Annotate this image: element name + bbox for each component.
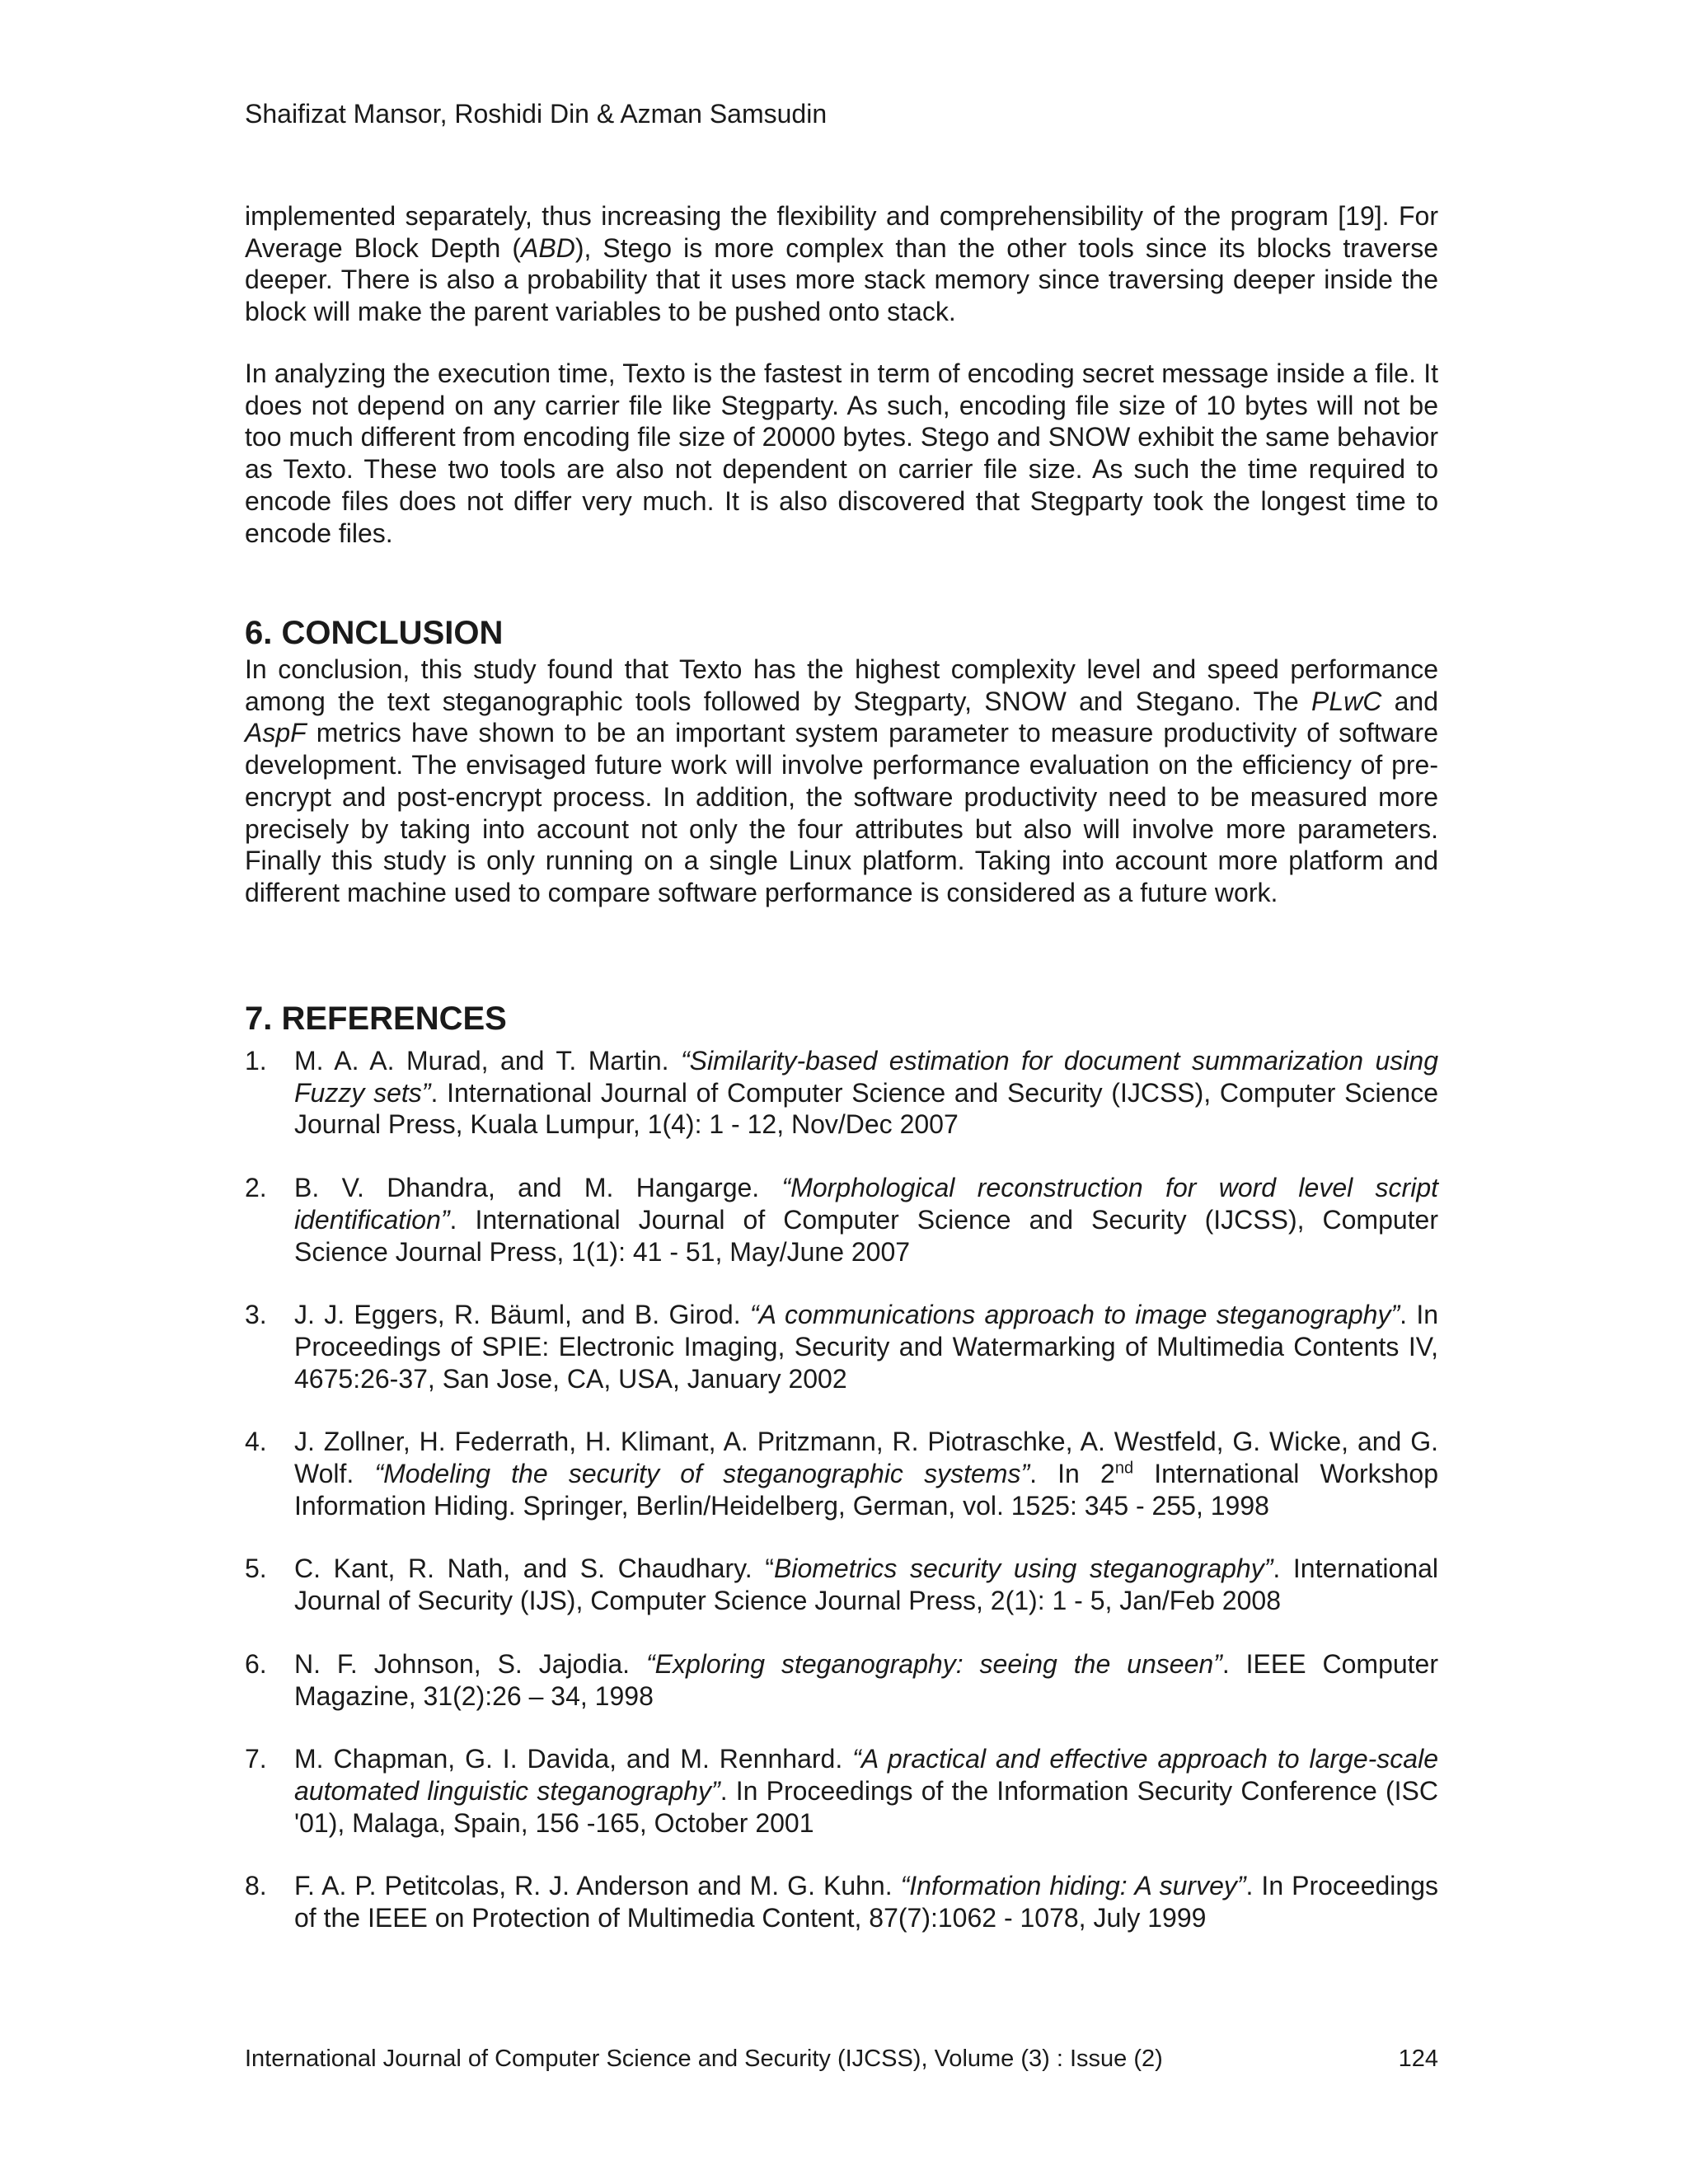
reference-authors: J. Zollner, H. Federrath, H. Klimant, A. Pritzmann, R. Piotraschke, A. Westfeld, G. Wicke, and G. Wolf. <box>294 1427 1438 1489</box>
reference-authors: M. A. A. Murad, and T. Martin. <box>294 1046 681 1076</box>
reference-list <box>245 1045 1438 1966</box>
section-heading-references: 7. REFERENCES <box>245 1001 507 1037</box>
reference-source: . In Proceedings of the Information Security Conference (ISC '01), Malaga, Spain, 156 -165, October 2001 <box>294 1775 1439 1838</box>
running-header-authors: Shaifizat Mansor, Roshidi Din & Azman Samsudin <box>245 99 828 129</box>
reference-number: 8. <box>245 1871 267 1901</box>
reference-source: . International Journal of Computer Science and Security (IJCSS), Computer Science Journal Press, Kuala Lumpur, 1(4): 1 - 12, Nov/Dec 2007 <box>294 1077 1439 1140</box>
conclusion-text-c: metrics have shown to be an important system parameter to measure productivity of software development. The envisaged future work will involve performance evaluation on the efficiency of pre-encrypt and post-encrypt process. In addition, the software productivity need to be measured more precisely by taking into account not only the four attributes but also will involve more parameters. Finally this study is only running on a single Linux platform. Taking into account more platform and different machine used to compare software performance is considered as a future work. <box>245 718 1438 907</box>
reference-source: . International Journal of Security (IJS), Computer Science Journal Press, 2(1): 1 - 5, Jan/Feb 2008 <box>294 1554 1439 1616</box>
reference-title: “Morphological reconstruction for word level script identification” <box>294 1173 1439 1235</box>
reference-item <box>245 1426 1438 1521</box>
plwc-term: PLwC <box>1311 686 1382 716</box>
aspf-term: AspF <box>245 718 307 748</box>
reference-item <box>245 1553 1438 1616</box>
reference-source: . In Proceedings of the IEEE on Protection of Multimedia Content, 87(7):1062 - 1078, July 1999 <box>294 1871 1439 1933</box>
reference-item <box>245 1870 1438 1933</box>
reference-source-continued: International Workshop Information Hiding. Springer, Berlin/Heidelberg, German, vol. 1525: 345 - 255, 1998 <box>294 1459 1439 1521</box>
reference-item <box>245 1045 1438 1141</box>
ordinal-superscript: nd <box>1114 1459 1134 1478</box>
reference-authors: J. J. Eggers, R. Bäuml, and B. Girod. <box>294 1300 750 1330</box>
footer-journal-info: International Journal of Computer Science and Security (IJCSS), Volume (3) : Issue (2) <box>245 2046 1163 2072</box>
reference-item <box>245 1648 1438 1712</box>
reference-number: 4. <box>245 1427 267 1457</box>
reference-item <box>245 1743 1438 1839</box>
conclusion-text-b: and <box>1381 686 1439 716</box>
body-paragraph-1-text-a: implemented separately, thus increasing the flexibility and comprehensibility of the program [19]. For Average Block Depth ( <box>245 201 1438 263</box>
reference-title: “A practical and effective approach to large-scale automated linguistic steganography” <box>294 1744 1439 1806</box>
section-heading-conclusion: 6. CONCLUSION <box>245 615 504 651</box>
page-footer <box>245 2044 1438 2074</box>
reference-authors: C. Kant, R. Nath, and S. Chaudhary. “ <box>294 1554 774 1584</box>
reference-item <box>245 1172 1438 1268</box>
reference-source: . In 2 <box>1029 1459 1115 1489</box>
reference-source: . In Proceedings of SPIE: Electronic Imaging, Security and Watermarking of Multimedia Contents IV, 4675:26-37, San Jose, CA, USA, January 2002 <box>294 1300 1439 1394</box>
reference-title: “Similarity-based estimation for document summarization using Fuzzy sets” <box>294 1046 1439 1108</box>
reference-title: “A communications approach to image steganography” <box>749 1300 1400 1330</box>
reference-title: “Information hiding: A survey” <box>900 1871 1246 1901</box>
reference-number: 1. <box>245 1046 267 1076</box>
reference-authors: B. V. Dhandra, and M. Hangarge. <box>294 1173 782 1203</box>
conclusion-text-a: In conclusion, this study found that Texto has the highest complexity level and speed performance among the text steganographic tools followed by Stegparty, SNOW and Stegano. The <box>245 654 1438 716</box>
reference-title: Biometrics security using steganography” <box>773 1554 1273 1584</box>
reference-title: “Exploring steganography: seeing the unseen” <box>645 1648 1222 1679</box>
paper-page <box>245 0 1438 2184</box>
abd-term: ABD <box>521 232 575 263</box>
reference-item <box>245 1299 1438 1394</box>
reference-source: . IEEE Computer Magazine, 31(2):26 – 34, 1998 <box>294 1648 1439 1711</box>
reference-number: 7. <box>245 1744 267 1774</box>
reference-authors: N. F. Johnson, S. Jajodia. <box>294 1648 646 1679</box>
conclusion-paragraph <box>245 654 1438 909</box>
body-paragraph-1-text-b: ), Stego is more complex than the other tools since its blocks traverse deeper. There is also a probability that it uses more stack memory since traversing deeper inside the block will make the parent variables to be pushed onto stack. <box>245 232 1439 327</box>
reference-authors: M. Chapman, G. I. Davida, and M. Rennhard. <box>294 1744 853 1774</box>
body-paragraph-2: In analyzing the execution time, Texto is the fastest in term of encoding secret message inside a file. It does not depend on any carrier file like Stegparty. As such, encoding file size of 10 bytes will not be too much different from encoding file size of 20000 bytes. Stego and SNOW exhibit the same behavior as Texto. These two tools are also not dependent on carrier file size. As such the time required to encode files does not differ very much. It is also discovered that Stegparty took the longest time to encode files. <box>245 359 1438 548</box>
page-number: 124 <box>1398 2046 1438 2072</box>
reference-authors: F. A. P. Petitcolas, R. J. Anderson and M. G. Kuhn. <box>294 1871 901 1901</box>
reference-number: 3. <box>245 1300 267 1330</box>
reference-number: 2. <box>245 1173 267 1203</box>
reference-number: 6. <box>245 1648 267 1679</box>
reference-number: 5. <box>245 1554 267 1584</box>
body-paragraph-1 <box>245 200 1438 328</box>
reference-title: “Modeling the security of steganographic systems” <box>374 1459 1030 1489</box>
reference-source: . International Journal of Computer Science and Security (IJCSS), Computer Science Journal Press, 1(1): 41 - 51, May/June 2007 <box>294 1204 1438 1267</box>
